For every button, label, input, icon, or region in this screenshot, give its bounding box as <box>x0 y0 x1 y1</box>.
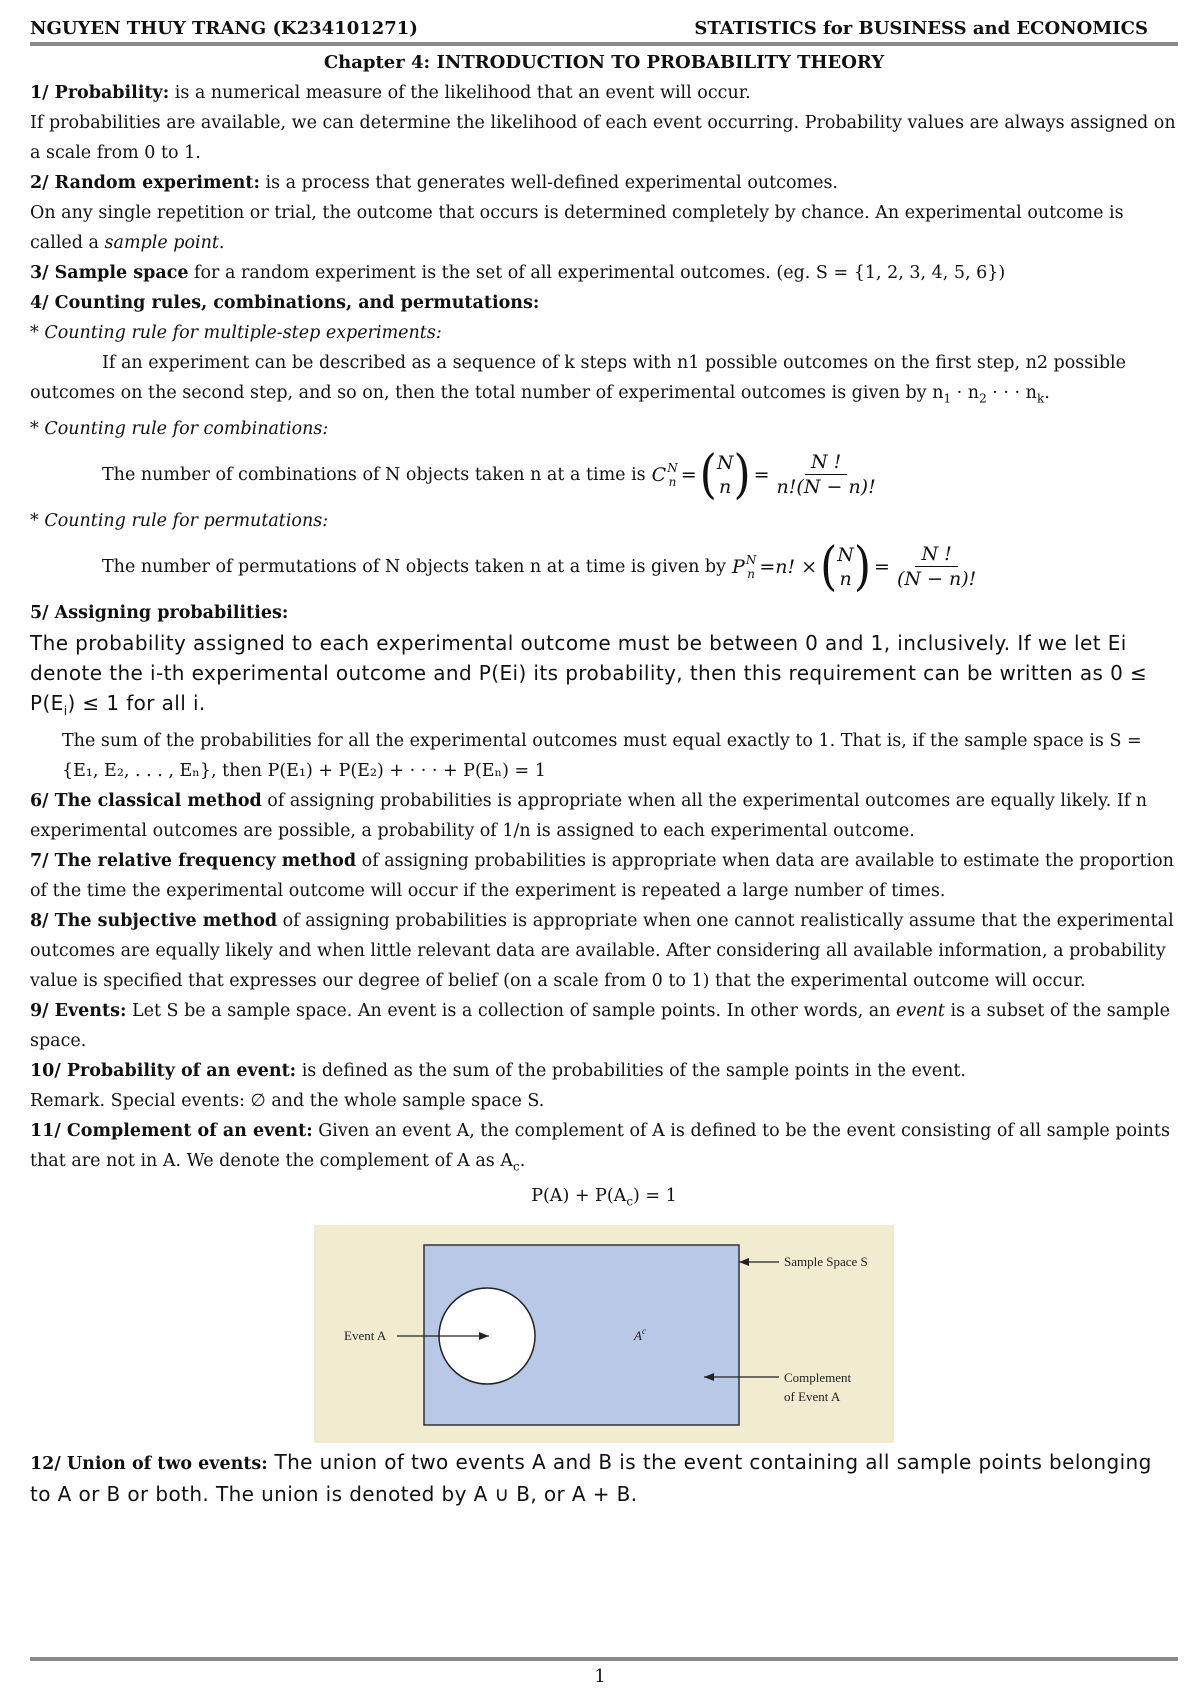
multi-step-sub2: 2 <box>979 391 987 406</box>
page-header <box>30 18 1178 44</box>
perm-binom: ( N n ) <box>820 535 872 597</box>
complement-formula <box>30 1181 1178 1217</box>
section-5-para1 <box>30 628 1178 726</box>
comb-binom-bottom: n <box>719 475 732 498</box>
section-9 <box>30 996 1178 1056</box>
section-12-text: The union of two events A and B is the event containing all sample points belonging to A or B or both. The union is denoted by A ∪ B, or A + B. <box>30 1449 1152 1506</box>
section-8 <box>30 906 1178 996</box>
comb-C: C <box>651 463 667 486</box>
combinations-formula-line <box>30 444 1178 506</box>
combinations-text: The number of combinations of N objects taken n at a time is <box>102 464 646 485</box>
section-3-text: for a random experiment is the set of all experimental outcomes. (eg. S = {1, 2, 3, 4, 5, 6}) <box>188 263 1006 283</box>
multi-step-dot1: · n <box>951 383 980 403</box>
section-11-text: Given an event A, the complement of A is defined to be the event consisting of all sample points that are not in A. We denote the complement of A as A <box>30 1120 1170 1171</box>
permutations-formula-line <box>30 536 1178 598</box>
comb-numerator: N ! <box>805 450 847 475</box>
multi-step-para <box>30 348 1178 414</box>
combinations-formula <box>651 443 880 505</box>
section-7 <box>30 846 1178 906</box>
section-9-text: Let S be a sample space. An event is a collection of sample points. In other words, an <box>126 1000 896 1021</box>
complement-venn-diagram <box>314 1225 894 1443</box>
section-5-para1-end: ) ≤ 1 for all i. <box>67 690 206 715</box>
section-9-text-end: is a subset of the sample space. <box>30 1000 1170 1051</box>
sample-point-term: sample point <box>104 233 219 253</box>
section-12 <box>30 1447 1178 1509</box>
comb-denominator: n!(N − n)! <box>776 476 876 498</box>
perm-sup: N <box>745 552 757 567</box>
document-body <box>30 48 1178 1509</box>
complement-formula-a: P(A) + P(A <box>531 1186 627 1206</box>
permutations-formula <box>732 535 980 597</box>
multi-step-dots: · · · n <box>986 383 1037 403</box>
complement-formula-b: ) = 1 <box>633 1186 677 1206</box>
multi-step-end: . <box>1044 383 1050 403</box>
event-term: event <box>896 1000 945 1021</box>
section-1-para: If probabilities are available, we can determine the likelihood of each event occurring. Probability values are always assigned on a scale from 0 to 1. <box>30 113 1176 163</box>
section-5-label: 5/ Assigning probabilities: <box>30 602 289 623</box>
section-6-text: of assigning probabilities is appropriate when all the experimental outcomes are equally likely. If n experimental outcomes are possible, a probability of 1/n is assigned to each experimental outcome. <box>30 790 1148 841</box>
section-10 <box>30 1056 1178 1086</box>
section-2-para-end: . <box>218 233 225 253</box>
comb-binom: ( N n ) <box>699 443 751 505</box>
event-a-label: Event A <box>344 1327 387 1343</box>
section-10-remark: Remark. Special events: ∅ and the whole sample space S. <box>30 1090 545 1111</box>
section-1-text: is a numerical measure of the likelihood that an event will occur. <box>169 83 751 103</box>
perm-mid: =n! × <box>759 555 818 578</box>
section-2-label: 2/ Random experiment: <box>30 173 260 193</box>
section-8-text: of assigning probabilities is appropriate when one cannot realistically assume that the experimental outcomes are equally likely and when little relevant data are available. After considering all available information, a probability value is specified that expresses our degree of belief (on a scale from 0 to 1) that the experimental outcome will occur. <box>30 910 1174 991</box>
section-5-para2: The sum of the probabilities for all the experimental outcomes must equal exactly to 1. That is, if the sample space is S = {E₁, E₂, . . . , Eₙ}, then P(E₁) + P(E₂) + · · · + P(Eₙ) = 1 <box>62 730 1142 781</box>
footer-rule <box>30 1657 1178 1661</box>
a-complement-label: $A^c$ <box>634 1325 646 1343</box>
perm-binom-bottom: n <box>839 567 852 590</box>
comb-sub: n <box>668 474 677 489</box>
perm-binom-top: N <box>837 543 854 566</box>
perm-eq2: = <box>874 555 890 578</box>
section-5-para1-text: The probability assigned to each experimental outcome must be between 0 and 1, inclusively. If we let Ei denote the i-th experimental outcome and P(Ei) its probability, then this requirement can be written as 0 ≤ P(E <box>30 630 1148 715</box>
perm-numerator: N ! <box>915 542 957 567</box>
section-11-label: 11/ Complement of an event: <box>30 1120 313 1141</box>
comb-sup: N <box>667 460 678 475</box>
perm-denominator: (N − n)! <box>896 568 977 590</box>
page-number: 1 <box>594 1666 606 1687</box>
section-10-label: 10/ Probability of an event: <box>30 1060 297 1081</box>
section-9-label: 9/ Events: <box>30 1000 127 1021</box>
header-course: STATISTICS for BUSINESS and ECONOMICS <box>694 18 1148 39</box>
comb-fraction <box>777 450 876 499</box>
complement-label-line2: of Event A <box>784 1388 841 1404</box>
section-11 <box>30 1116 1178 1182</box>
multi-step-title <box>30 318 1178 348</box>
section-3 <box>30 258 1178 288</box>
section-1-label: 1/ Probability: <box>30 83 170 103</box>
multi-step-title-text: * Counting rule for multiple-step experiments: <box>30 323 442 343</box>
multi-step-text: If an experiment can be described as a sequence of k steps with n1 possible outcomes on the first step, n2 possible outcomes on the second step, and so on, then the total number of experimental outcomes is given by n <box>30 353 1127 403</box>
section-4-label: 4/ Counting rules, combinations, and permutations: <box>30 293 540 313</box>
section-5-para1-sub: i <box>63 703 68 718</box>
perm-fraction <box>897 542 976 591</box>
chapter-title: Chapter 4: INTRODUCTION TO PROBABILITY THEORY <box>323 52 885 73</box>
section-2-text: is a process that generates well-defined experimental outcomes. <box>259 173 838 193</box>
section-5 <box>30 598 1178 628</box>
section-11-text-c: c <box>512 1159 520 1173</box>
complement-label-line1: Complement <box>784 1369 852 1385</box>
section-8-label: 8/ The subjective method <box>30 910 278 931</box>
section-4 <box>30 288 1178 318</box>
combinations-title-text: * Counting rule for combinations: <box>30 418 329 439</box>
section-11-text-end: . <box>519 1150 526 1171</box>
section-2-para <box>30 198 1178 258</box>
section-6-label: 6/ The classical method <box>30 790 262 811</box>
comb-eq2: = <box>753 463 770 486</box>
permutations-title <box>30 506 1178 536</box>
permutations-text: The number of permutations of N objects taken n at a time is given by <box>102 556 727 577</box>
section-6 <box>30 786 1178 846</box>
combinations-title <box>30 414 1178 444</box>
comb-binom-top: N <box>716 451 734 474</box>
section-3-label: 3/ Sample space <box>30 263 189 283</box>
perm-P: P <box>732 555 745 578</box>
complement-formula-c: c <box>626 1194 634 1209</box>
permutations-title-text: * Counting rule for permutations: <box>30 510 329 531</box>
sample-space-label: Sample Space S <box>784 1253 868 1269</box>
multi-step-subk: k <box>1036 391 1045 406</box>
section-10-text: is defined as the sum of the probabilities of the sample points in the event. <box>296 1060 966 1081</box>
header-rule <box>30 42 1178 46</box>
section-1 <box>30 78 1178 108</box>
multi-step-sub1: 1 <box>943 391 952 406</box>
section-7-text: of assigning probabilities is appropriate when data are available to estimate the proportion of the time the experimental outcome will occur if the experiment is repeated a large number of times. <box>30 850 1174 901</box>
section-2-para-text: On any single repetition or trial, the outcome that occurs is determined completely by chance. An experimental outcome is called a <box>30 203 1124 253</box>
section-2 <box>30 168 1178 198</box>
section-12-label: 12/ Union of two events: <box>30 1453 268 1474</box>
section-7-label: 7/ The relative frequency method <box>30 850 357 871</box>
header-author: NGUYEN THUY TRANG (K234101271) <box>30 18 418 39</box>
venn-svg <box>314 1225 894 1443</box>
perm-sub: n <box>747 566 755 581</box>
comb-eq: = <box>680 463 697 486</box>
